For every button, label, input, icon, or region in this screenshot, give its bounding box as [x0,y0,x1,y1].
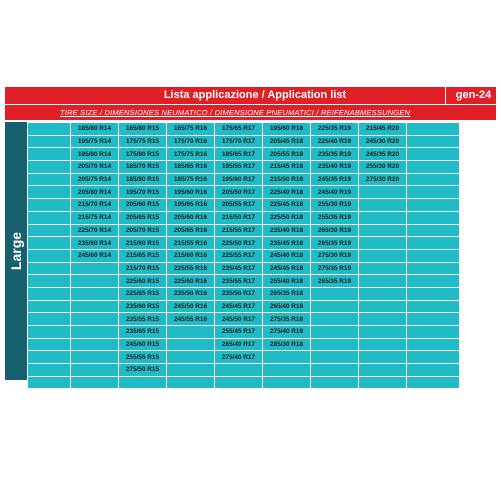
tire-size-cell: 225/60 R15 [119,275,167,288]
tire-size-cell: 255/30 R20 [359,161,407,174]
tire-size-cell: 245/60 R14 [71,249,119,262]
tire-size-cell: 235/35 R19 [311,148,359,161]
tire-size-cell [71,313,119,326]
tire-size-cell [359,275,407,288]
tire-size-cell [71,300,119,313]
product-code: gen-24 [455,89,492,101]
tire-size-cell: 275/35 R18 [263,313,311,326]
tire-size-cell [28,376,71,389]
tire-size-cell: 215/60 R16 [167,249,215,262]
tire-size-cell [167,351,215,364]
table-row [28,300,460,313]
tire-size-cell: 225/50 R17 [215,237,263,250]
tire-size-cell [359,313,407,326]
tire-size-cell [359,351,407,364]
tire-size-cell [215,376,263,389]
tire-size-cell [28,199,71,212]
tire-size-cell: 275/40 R17 [215,351,263,364]
tire-size-cell [407,326,460,339]
table-row [28,199,460,212]
tire-size-cell: 265/40 R18 [263,300,311,313]
tire-size-cell: 185/80 R15 [119,173,167,186]
tire-size-cell [359,186,407,199]
tire-size-cell: 235/55 R15 [119,313,167,326]
tire-size-cell: 175/70 R17 [215,135,263,148]
tire-size-cell: 175/70 R16 [167,135,215,148]
tire-size-cell [359,364,407,377]
tire-size-cell [28,161,71,174]
table-row [28,237,460,250]
tire-size-cell [407,186,460,199]
tire-size-cell [28,148,71,161]
tire-size-cell: 235/55 R17 [215,275,263,288]
tire-size-cell [311,313,359,326]
tire-size-cell [359,338,407,351]
tire-size-cell: 235/50 R17 [215,287,263,300]
tire-size-cell [407,211,460,224]
table-row [28,313,460,326]
tire-size-cell: 235/65 R15 [119,326,167,339]
table-row [28,211,460,224]
tire-size-cell [28,300,71,313]
tire-size-cell [28,123,71,136]
tire-size-cell: 245/40 R18 [263,249,311,262]
table-row [28,161,460,174]
tire-size-cell [28,135,71,148]
tire-size-cell: 215/55 R17 [215,224,263,237]
subtitle-bar [5,105,496,120]
tire-size-cell [359,237,407,250]
table-row [28,262,460,275]
tire-size-cell [28,237,71,250]
tire-size-cell [71,376,119,389]
tire-size-cell: 205/55 R18 [263,148,311,161]
tire-size-cell: 215/45 R18 [263,161,311,174]
tire-size-cell: 265/30 R19 [311,224,359,237]
tire-size-cell [407,237,460,250]
tire-size-cell [359,326,407,339]
table-row [28,376,460,389]
tire-size-cell [407,376,460,389]
tire-size-cell [71,364,119,377]
tire-size-cell [263,351,311,364]
tire-size-cell: 225/55 R17 [215,249,263,262]
tire-size-cell [311,326,359,339]
table-row [28,326,460,339]
tire-size-cell [359,199,407,212]
tire-size-cell: 185/80 R14 [71,123,119,136]
tire-size-cell [407,262,460,275]
tire-size-cell [71,338,119,351]
table-row [28,275,460,288]
tire-size-table [27,122,460,389]
tire-size-cell [28,186,71,199]
tire-size-cell [311,351,359,364]
tire-size-cell: 235/60 R14 [71,237,119,250]
tire-size-cell: 225/50 R18 [263,211,311,224]
tire-size-cell: 255/55 R15 [119,351,167,364]
table-row [28,338,460,351]
tire-size-cell: 225/35 R19 [311,123,359,136]
tire-size-cell [359,287,407,300]
tire-size-cell: 225/40 R18 [263,186,311,199]
tire-size-cell: 285/30 R18 [263,338,311,351]
tire-size-cell [359,211,407,224]
tire-size-cell [119,376,167,389]
tire-size-cell: 205/45 R18 [263,135,311,148]
tire-size-cell [407,148,460,161]
tire-size-cell: 215/65 R15 [119,249,167,262]
table-row [28,364,460,377]
tire-size-cell [167,338,215,351]
tire-size-cell: 215/70 R15 [119,262,167,275]
tire-size-cell [28,351,71,364]
tire-size-cell [359,300,407,313]
table-row [28,249,460,262]
title-divider [445,87,446,104]
tire-size-cell: 215/70 R14 [71,199,119,212]
tire-size-cell: 215/60 R15 [119,237,167,250]
tire-size-cell: 245/45 R18 [263,262,311,275]
tire-size-cell: 225/65 R15 [119,287,167,300]
tire-size-cell: 245/35 R19 [311,173,359,186]
tire-size-cell [407,313,460,326]
tire-size-cell: 245/55 R16 [167,313,215,326]
tire-size-cell: 195/60 R16 [167,186,215,199]
tire-size-cell [28,224,71,237]
tire-size-cell: 245/35 R20 [359,148,407,161]
table-row [28,173,460,186]
tire-size-cell [407,224,460,237]
tire-size-cell: 205/75 R14 [71,173,119,186]
tire-size-cell: 235/60 R15 [119,300,167,313]
tire-size-cell [28,275,71,288]
tire-size-cell [167,364,215,377]
tire-size-cell: 185/65 R16 [167,161,215,174]
tire-size-cell: 235/40 R18 [263,224,311,237]
tire-size-subtitle: TIRE SIZE / DIMENSIONES NEUMATICO / DIMENSIONE PNEUMATICI / REIFENABMESSUNGEN [60,108,411,117]
tire-size-cell [263,364,311,377]
tire-size-cell: 245/45 R17 [215,300,263,313]
table-row [28,135,460,148]
tire-size-cell: 205/80 R14 [71,186,119,199]
tire-size-cell: 265/35 R19 [311,237,359,250]
tire-size-cell [311,364,359,377]
tire-size-cell: 195/60 R17 [215,173,263,186]
tire-size-cell: 275/40 R18 [263,326,311,339]
table-row [28,148,460,161]
tire-size-cell: 195/60 R18 [263,123,311,136]
tire-size-cell [263,376,311,389]
size-category-text: Large [8,231,24,271]
tire-size-cell [71,326,119,339]
tire-size-cell: 245/40 R19 [311,186,359,199]
tire-size-cell [407,338,460,351]
tire-size-cell [215,364,263,377]
tire-size-cell [167,376,215,389]
tire-size-cell: 235/50 R16 [167,287,215,300]
table-row [28,123,460,136]
tire-size-cell: 225/45 R18 [263,199,311,212]
tire-size-cell: 225/40 R19 [311,135,359,148]
tire-size-cell [407,123,460,136]
tire-size-cell [71,275,119,288]
tire-size-cell [28,364,71,377]
tire-size-cell: 195/65 R16 [167,199,215,212]
tire-size-cell: 285/35 R19 [311,275,359,288]
tire-size-cell: 275/50 R15 [119,364,167,377]
tire-size-cell: 195/80 R14 [71,148,119,161]
tire-size-cell [28,249,71,262]
tire-size-cell: 205/70 R14 [71,161,119,174]
title-bar [5,87,496,104]
tire-size-cell: 265/35 R18 [263,287,311,300]
tire-size-cell: 275/35 R19 [311,262,359,275]
tire-size-cell [71,351,119,364]
tire-size-cell: 175/75 R15 [119,135,167,148]
tire-size-cell: 205/65 R16 [167,224,215,237]
tire-size-cell: 255/30 R19 [311,199,359,212]
tire-size-cell: 225/55 R16 [167,262,215,275]
tire-size-cell: 245/60 R15 [119,338,167,351]
tire-size-cell: 175/65 R17 [215,123,263,136]
tire-size-cell [167,326,215,339]
tire-size-cell: 195/70 R15 [119,186,167,199]
tire-size-cell [311,300,359,313]
tire-size-cell [407,173,460,186]
tire-size-cell: 255/45 R17 [215,326,263,339]
tire-size-cell [28,262,71,275]
tire-size-cell [28,313,71,326]
tire-size-cell [71,262,119,275]
tire-size-cell: 165/80 R15 [119,123,167,136]
tire-size-cell: 185/75 R16 [167,173,215,186]
tire-size-cell: 215/50 R17 [215,211,263,224]
tire-size-cell [407,351,460,364]
tire-size-cell: 225/60 R16 [167,275,215,288]
tire-size-cell: 205/60 R16 [167,211,215,224]
tire-size-cell [407,287,460,300]
tire-size-cell: 175/80 R15 [119,148,167,161]
tire-size-cell: 205/55 R17 [215,199,263,212]
tire-size-cell [311,287,359,300]
table-row [28,224,460,237]
table-row [28,287,460,300]
tire-size-cell: 175/75 R16 [167,148,215,161]
tire-size-cell [28,211,71,224]
tire-size-cell [359,262,407,275]
tire-size-cell [28,287,71,300]
tire-size-cell: 255/40 R18 [263,275,311,288]
tire-size-cell: 215/50 R18 [263,173,311,186]
page-title: Lista applicazione / Application list [163,89,347,101]
table-row [28,186,460,199]
tire-size-cell [407,199,460,212]
tire-size-cell: 215/75 R14 [71,211,119,224]
tire-size-cell: 235/40 R19 [311,161,359,174]
tire-size-cell [407,249,460,262]
tire-size-cell: 275/30 R20 [359,173,407,186]
tire-size-cell: 195/55 R17 [215,161,263,174]
tire-size-cell: 245/50 R17 [215,313,263,326]
tire-size-cell [359,376,407,389]
tire-size-cell [311,376,359,389]
tire-size-cell: 205/65 R15 [119,211,167,224]
tire-size-cell: 185/70 R15 [119,161,167,174]
tire-size-cell: 235/45 R18 [263,237,311,250]
tire-size-cell: 245/50 R16 [167,300,215,313]
tire-size-cell: 215/55 R16 [167,237,215,250]
tire-size-cell: 255/35 R19 [311,211,359,224]
tire-size-cell: 185/65 R17 [215,148,263,161]
size-category-label [5,122,27,380]
tire-size-cell [359,224,407,237]
tire-size-cell: 165/75 R16 [167,123,215,136]
tire-size-cell: 245/30 R20 [359,135,407,148]
tire-size-cell: 205/60 R15 [119,199,167,212]
tire-size-cell: 225/70 R14 [71,224,119,237]
tire-size-cell: 275/30 R19 [311,249,359,262]
tire-size-cell [71,287,119,300]
tire-size-cell [28,326,71,339]
tire-size-cell: 195/75 R14 [71,135,119,148]
tire-size-cell [407,300,460,313]
table-row [28,351,460,364]
tire-size-cell [407,275,460,288]
tire-size-cell: 235/45 R17 [215,262,263,275]
tire-size-cell: 265/40 R17 [215,338,263,351]
tire-size-cell [28,338,71,351]
tire-size-cell: 205/50 R17 [215,186,263,199]
tire-size-cell [407,364,460,377]
tire-size-cell: 205/70 R15 [119,224,167,237]
tire-size-cell [28,173,71,186]
tire-size-cell: 215/45 R20 [359,123,407,136]
tire-size-cell [407,135,460,148]
tire-size-cell [359,249,407,262]
tire-size-cell [311,338,359,351]
tire-size-cell [407,161,460,174]
